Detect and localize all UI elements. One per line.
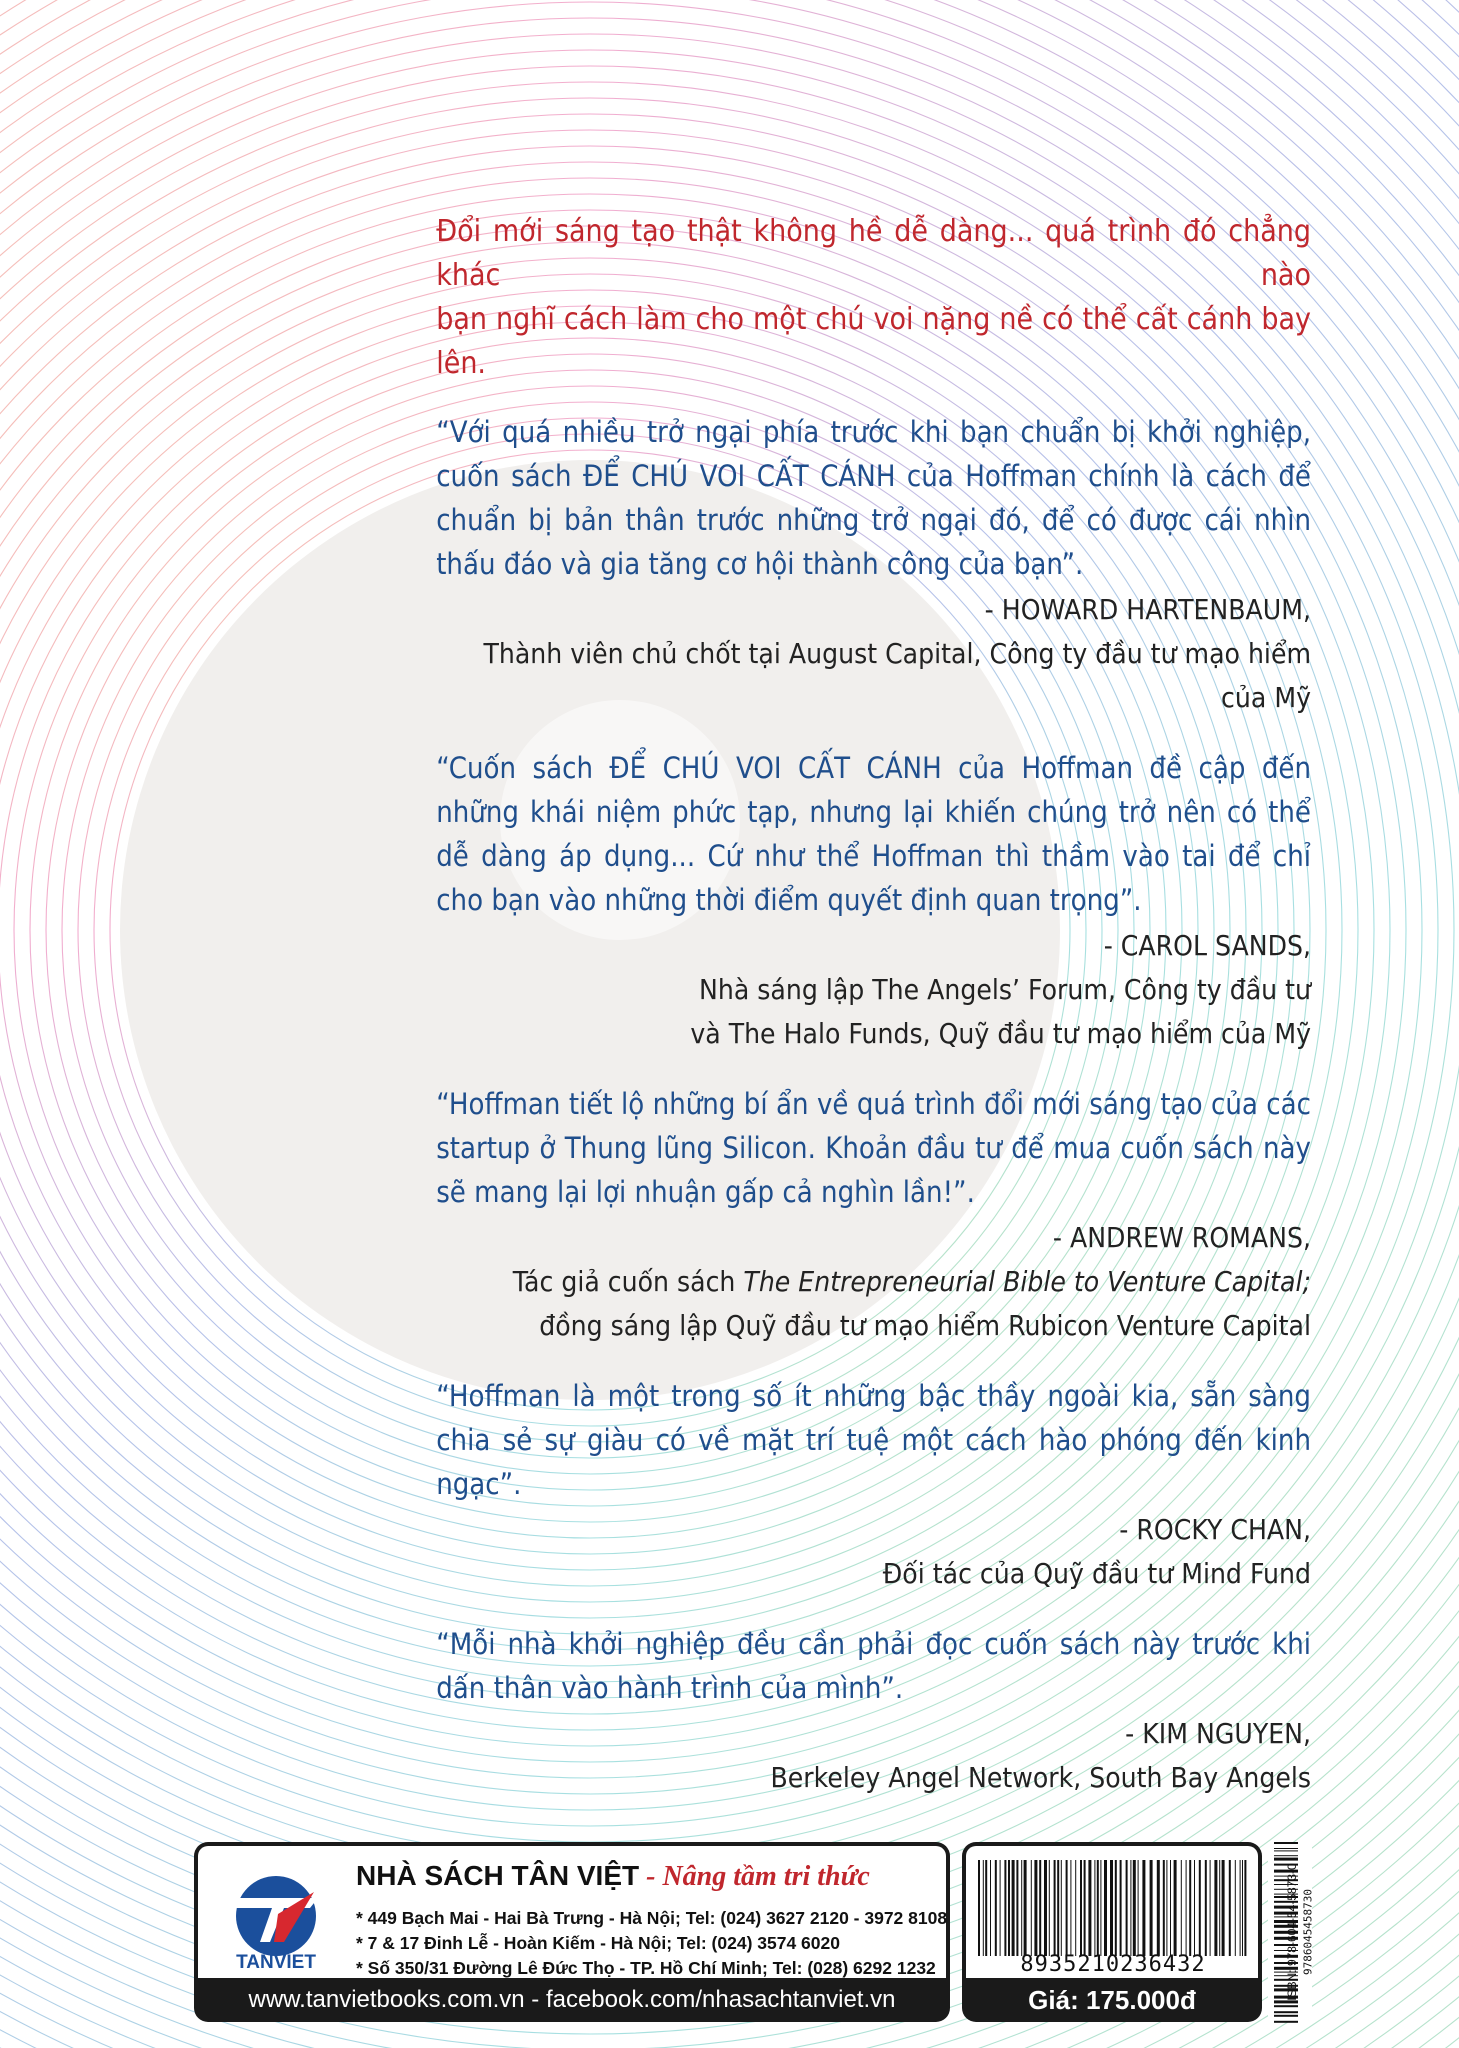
- barcode-bar: [1066, 1860, 1068, 1956]
- publisher-box: [194, 1842, 950, 1980]
- barcode-bar: [1110, 1860, 1113, 1956]
- barcode-bar: [1080, 1860, 1082, 1956]
- publisher-slogan: - Nâng tầm tri thức: [639, 1861, 870, 1892]
- barcode-bar: [1100, 1860, 1101, 1956]
- isbn-label: ISBN: 978-604-54-5873-0: [1285, 1863, 1299, 2001]
- barcode-box: [962, 1842, 1262, 1980]
- endorser-name: - CAROL SANDS,: [1103, 929, 1311, 962]
- barcode-bar: [1133, 1860, 1136, 1956]
- barcode-bar: [1170, 1860, 1171, 1956]
- barcode-bar: [1210, 1860, 1211, 1956]
- publisher-web-links: www.tanvietbooks.com.vn - facebook.com/nhasachtanviet.vn: [194, 1978, 950, 2022]
- endorsement-quote: “Hoffman tiết lộ những bí ẩn về quá trình đổi mới sáng tạo của các startup ở Thung lũng Silicon. Khoản đầu tư để mua cuốn sách này sẽ mang lại lợi nhuận gấp cả nghìn lần!”.: [436, 1087, 1311, 1209]
- barcode-bar: [1044, 1860, 1047, 1956]
- barcode-bar: [1115, 1860, 1117, 1956]
- barcode-bar: [1097, 1860, 1099, 1956]
- address-line: * 7 & 17 Đinh Lễ - Hoàn Kiếm - Hà Nội; Tel: (024) 3574 6020: [356, 1933, 840, 1953]
- barcode-bar: [1070, 1860, 1071, 1956]
- barcode-bar: [1242, 1860, 1243, 1956]
- endorser-name: - ROCKY CHAN,: [1119, 1513, 1311, 1546]
- barcode-bar: [1034, 1860, 1037, 1956]
- barcode-bar: [1057, 1860, 1059, 1956]
- barcode-bar: [1104, 1860, 1107, 1956]
- barcode-bar: [1008, 1860, 1010, 1956]
- address-line: * 449 Bạch Mai - Hai Bà Trưng - Hà Nội; Tel: (024) 3627 2120 - 3972 8108: [356, 1908, 948, 1928]
- lead-line-2: bạn nghĩ cách làm cho một chú voi nặng nề có thể cất cánh bay lên.: [436, 302, 1311, 381]
- barcode-bar: [1126, 1860, 1128, 1956]
- endorsement-attribution: [436, 924, 1311, 1056]
- barcode-bar: [1016, 1860, 1018, 1956]
- tanviet-logo-icon: [218, 1872, 338, 1972]
- barcode-bar: [1021, 1860, 1022, 1956]
- back-cover-text: [436, 210, 1311, 1826]
- barcode-bar: [1229, 1860, 1231, 1956]
- barcode-bar: [1157, 1860, 1160, 1956]
- barcode-bar: [1163, 1860, 1165, 1956]
- barcode-bar: [1138, 1860, 1139, 1956]
- barcode-bar: [1205, 1860, 1207, 1956]
- endorser-name: - ANDREW ROMANS,: [1052, 1221, 1311, 1254]
- barcode-bar: [1012, 1860, 1015, 1956]
- endorser-role: đồng sáng lập Quỹ đầu tư mạo hiểm Rubicon Venture Capital: [539, 1309, 1311, 1342]
- barcode-bar: [1130, 1860, 1131, 1956]
- barcode-bar: [1061, 1860, 1062, 1956]
- barcode-bar: [1194, 1860, 1195, 1956]
- endorser-role: Thành viên chủ chốt tại August Capital, Công ty đầu tư mạo hiểm của Mỹ: [483, 637, 1311, 714]
- barcode-bar: [1181, 1860, 1182, 1956]
- endorser-role: và The Halo Funds, Quỹ đầu tư mạo hiểm của Mỹ: [690, 1017, 1311, 1050]
- barcode-bar: [1235, 1860, 1236, 1956]
- barcode-bar: [1094, 1860, 1095, 1956]
- barcode-bar: [1240, 1860, 1241, 1956]
- barcode-bar: [1024, 1860, 1027, 1956]
- publisher-name-text: NHÀ SÁCH TÂN VIỆT: [356, 1860, 640, 1891]
- lead-tagline: [436, 210, 1311, 386]
- barcode-bar: [1049, 1860, 1050, 1956]
- endorsement-attribution: [436, 1712, 1311, 1800]
- barcode-bar: [1222, 1860, 1225, 1956]
- barcode-bar: [1039, 1860, 1041, 1956]
- barcode-bar: [1219, 1860, 1220, 1956]
- barcode-bar: [995, 1860, 997, 1956]
- barcode-bar: [1054, 1860, 1056, 1956]
- barcode-bar: [1120, 1860, 1122, 1956]
- endorsement-attribution: [436, 1508, 1311, 1596]
- endorsement-quote: “Với quá nhiều trở ngại phía trước khi bạn chuẩn bị khởi nghiệp, cuốn sách ĐỂ CHÚ VOI CẤT CÁNH của Hoffman chính là cách để chuẩn bị bản thân trước những trở ngại đó, để có được cái nhìn thấu đáo và gia tăng cơ hội thành công của bạn”.: [436, 415, 1311, 581]
- barcode-bar: [1088, 1860, 1091, 1956]
- barcode-icon: [978, 1860, 1248, 1956]
- book-title: The Entrepreneurial Bible to Venture Capital;: [743, 1265, 1311, 1298]
- endorser-name: - HOWARD HARTENBAUM,: [984, 593, 1311, 626]
- endorsement-quote: “Hoffman là một trong số ít những bậc thầy ngoài kia, sẵn sàng chia sẻ sự giàu có về mặt trí tuệ một cách hào phóng đến kinh ngạc”.: [436, 1379, 1311, 1501]
- endorser-name: - KIM NGUYEN,: [1125, 1717, 1311, 1750]
- barcode-bar: [1174, 1860, 1177, 1956]
- barcode-bar: [990, 1860, 991, 1956]
- isbn-number: 9786045458730: [1301, 1888, 1315, 1976]
- endorsement-attribution: [436, 1216, 1311, 1348]
- barcode-bar: [1150, 1860, 1153, 1956]
- barcode-bar: [1189, 1860, 1191, 1956]
- endorser-role: Nhà sáng lập The Angels’ Forum, Công ty đầu tư: [699, 973, 1311, 1006]
- role-prefix: Tác giả cuốn sách: [512, 1265, 744, 1298]
- barcode-bar: [1166, 1860, 1167, 1956]
- barcode-bar: [983, 1860, 984, 1956]
- barcode-bar: [978, 1860, 980, 1956]
- logo-text: TANVIET: [236, 1952, 316, 1973]
- lead-line-1: Đổi mới sáng tạo thật không hề dễ dàng... quá trình đó chẳng khác nào: [436, 214, 1311, 293]
- endorsement-quote: “Cuốn sách ĐỂ CHÚ VOI CẤT CÁNH của Hoffman đề cập đến những khái niệm phức tạp, nhưng lại khiến chúng trở nên có thể dễ dàng áp dụng... Cứ như thể Hoffman thì thầm vào tai để chỉ cho bạn vào những thời điểm quyết định quan trọng”.: [436, 751, 1311, 917]
- barcode-bar: [1214, 1860, 1217, 1956]
- barcode-bar: [985, 1860, 987, 1956]
- address-line: * Số 350/31 Đường Lê Đức Thọ - TP. Hồ Chí Minh; Tel: (028) 6292 1232: [356, 1958, 936, 1978]
- barcode-bar: [1186, 1860, 1187, 1956]
- isbn-barcode: [1268, 1842, 1315, 2022]
- barcode-bar: [1031, 1860, 1032, 1956]
- barcode-number: 8935210236432: [1020, 1952, 1206, 1977]
- endorser-role: [436, 1260, 1311, 1304]
- barcode-bar: [1075, 1860, 1076, 1956]
- endorsement-attribution: [436, 588, 1311, 720]
- endorser-role: Đối tác của Quỹ đầu tư Mind Fund: [882, 1557, 1311, 1590]
- barcode-bar: [1000, 1860, 1001, 1956]
- publisher-addresses: [356, 1906, 947, 1981]
- publisher-name: [356, 1860, 870, 1893]
- barcode-bar: [1199, 1860, 1201, 1956]
- barcode-bar: [1004, 1860, 1006, 1956]
- barcode-bar: [1244, 1860, 1246, 1956]
- endorser-role: Berkeley Angel Network, South Bay Angels: [770, 1761, 1311, 1794]
- barcode-bar: [1084, 1860, 1086, 1956]
- barcode-bar: [1142, 1860, 1145, 1956]
- price-label: Giá: 175.000đ: [962, 1978, 1262, 2022]
- endorsement-quote: “Mỗi nhà khởi nghiệp đều cần phải đọc cuốn sách này trước khi dấn thân vào hành trình của mình”.: [436, 1627, 1311, 1705]
